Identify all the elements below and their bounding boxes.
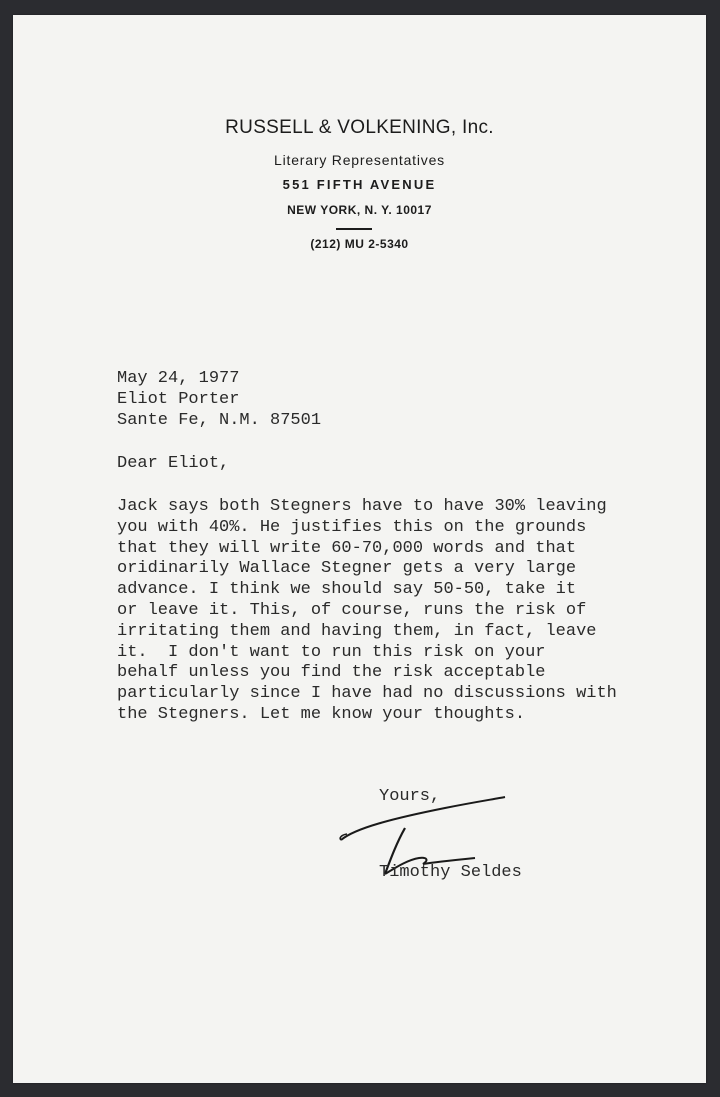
letter-page: [13, 15, 706, 1083]
body-line: advance. I think we should say 50-50, take it: [117, 580, 577, 600]
letterhead-tagline: Literary Representatives: [274, 152, 445, 168]
body-line: behalf unless you find the risk acceptable: [117, 663, 546, 683]
body-line: it. I don't want to run this risk on your: [117, 642, 546, 662]
letterhead-city: NEW YORK, N. Y. 10017: [287, 203, 432, 217]
letterhead-street: 551 FIFTH AVENUE: [282, 177, 437, 192]
letter-date: May 24, 1977: [117, 369, 240, 388]
letterhead-phone: (212) MU 2-5340: [310, 237, 409, 251]
body-line: or leave it. This, of course, runs the risk of: [117, 601, 587, 620]
body-line: that they will write 60-70,000 words and that: [117, 538, 577, 558]
letterhead-divider: [336, 228, 372, 230]
salutation: Dear Eliot,: [117, 454, 230, 473]
body-line: you with 40%. He justifies this on the grounds: [117, 517, 587, 537]
body-line: particularly since I have had no discussions with: [117, 684, 617, 704]
closing: Yours,: [379, 787, 441, 806]
recipient-address: Sante Fe, N.M. 87501: [117, 411, 322, 430]
body-line: Jack says both Stegners have to have 30% leaving: [117, 497, 607, 516]
sender-name: Timothy Seldes: [379, 863, 522, 882]
body-line: irritating them and having them, in fact, leave: [117, 621, 597, 641]
recipient-name: Eliot Porter: [117, 390, 240, 409]
body-line: the Stegners. Let me know your thoughts.: [117, 705, 526, 724]
body-line: oridinarily Wallace Stegner gets a very large: [117, 559, 577, 579]
letterhead-company: RUSSELL & VOLKENING, Inc.: [225, 117, 494, 138]
